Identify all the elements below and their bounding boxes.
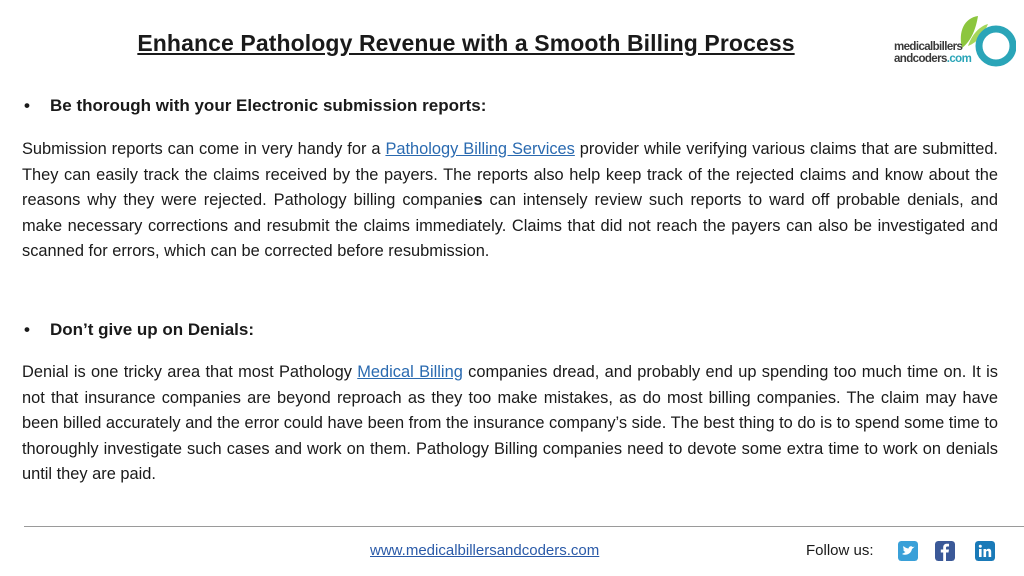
link-pathology-billing-services[interactable]: Pathology Billing Services bbox=[385, 140, 575, 158]
bullet-icon: • bbox=[24, 96, 30, 115]
paragraph-submission-reports: Submission reports can come in very handy for a Pathology Billing Services provider while verifying various claims that are submitted. They can easily track the claims received by the payers. The reports also help keep track of the rejected claims and know about the reasons why they were rejected. Pathology billing companies can intensely review such reports to ward off probable denials, and make necessary corrections and resubmit the claims immediately. Claims that did not reach the payers can also be investigated and scanned for errors, which can be corrected before resubmission. bbox=[22, 140, 998, 260]
facebook-icon[interactable] bbox=[935, 541, 955, 561]
bullet-icon: • bbox=[24, 320, 30, 339]
footer-website-link[interactable]: www.medicalbillersandcoders.com bbox=[370, 542, 600, 559]
footer-divider bbox=[24, 526, 1024, 527]
paragraph-denials: Denial is one tricky area that most Pathology Medical Billing companies dread, and probably end up spending too much time on. It is not that insurance companies are beyond reproach as they too make mistakes, as do most billing companies. The claim may have been billed accurately and the error could have been from the insurance company’s side. The best thing to do is to spend some time to thoroughly investigate such cases and work on them. Pathology Billing companies need to devote some extra time to work on denials until they are paid. bbox=[22, 363, 998, 483]
section-heading-submission-reports: • Be thorough with your Electronic submission reports: bbox=[24, 96, 487, 115]
twitter-icon[interactable] bbox=[898, 541, 918, 561]
follow-us-label: Follow us: bbox=[806, 542, 874, 559]
logo-wordmark: medicalbillers andcoders.com bbox=[894, 41, 972, 65]
linkedin-icon[interactable] bbox=[975, 541, 995, 561]
page-title: Enhance Pathology Revenue with a Smooth Billing Process bbox=[137, 30, 795, 56]
section-heading-denials: • Don’t give up on Denials: bbox=[24, 320, 255, 339]
link-medical-billing[interactable]: Medical Billing bbox=[357, 363, 463, 381]
